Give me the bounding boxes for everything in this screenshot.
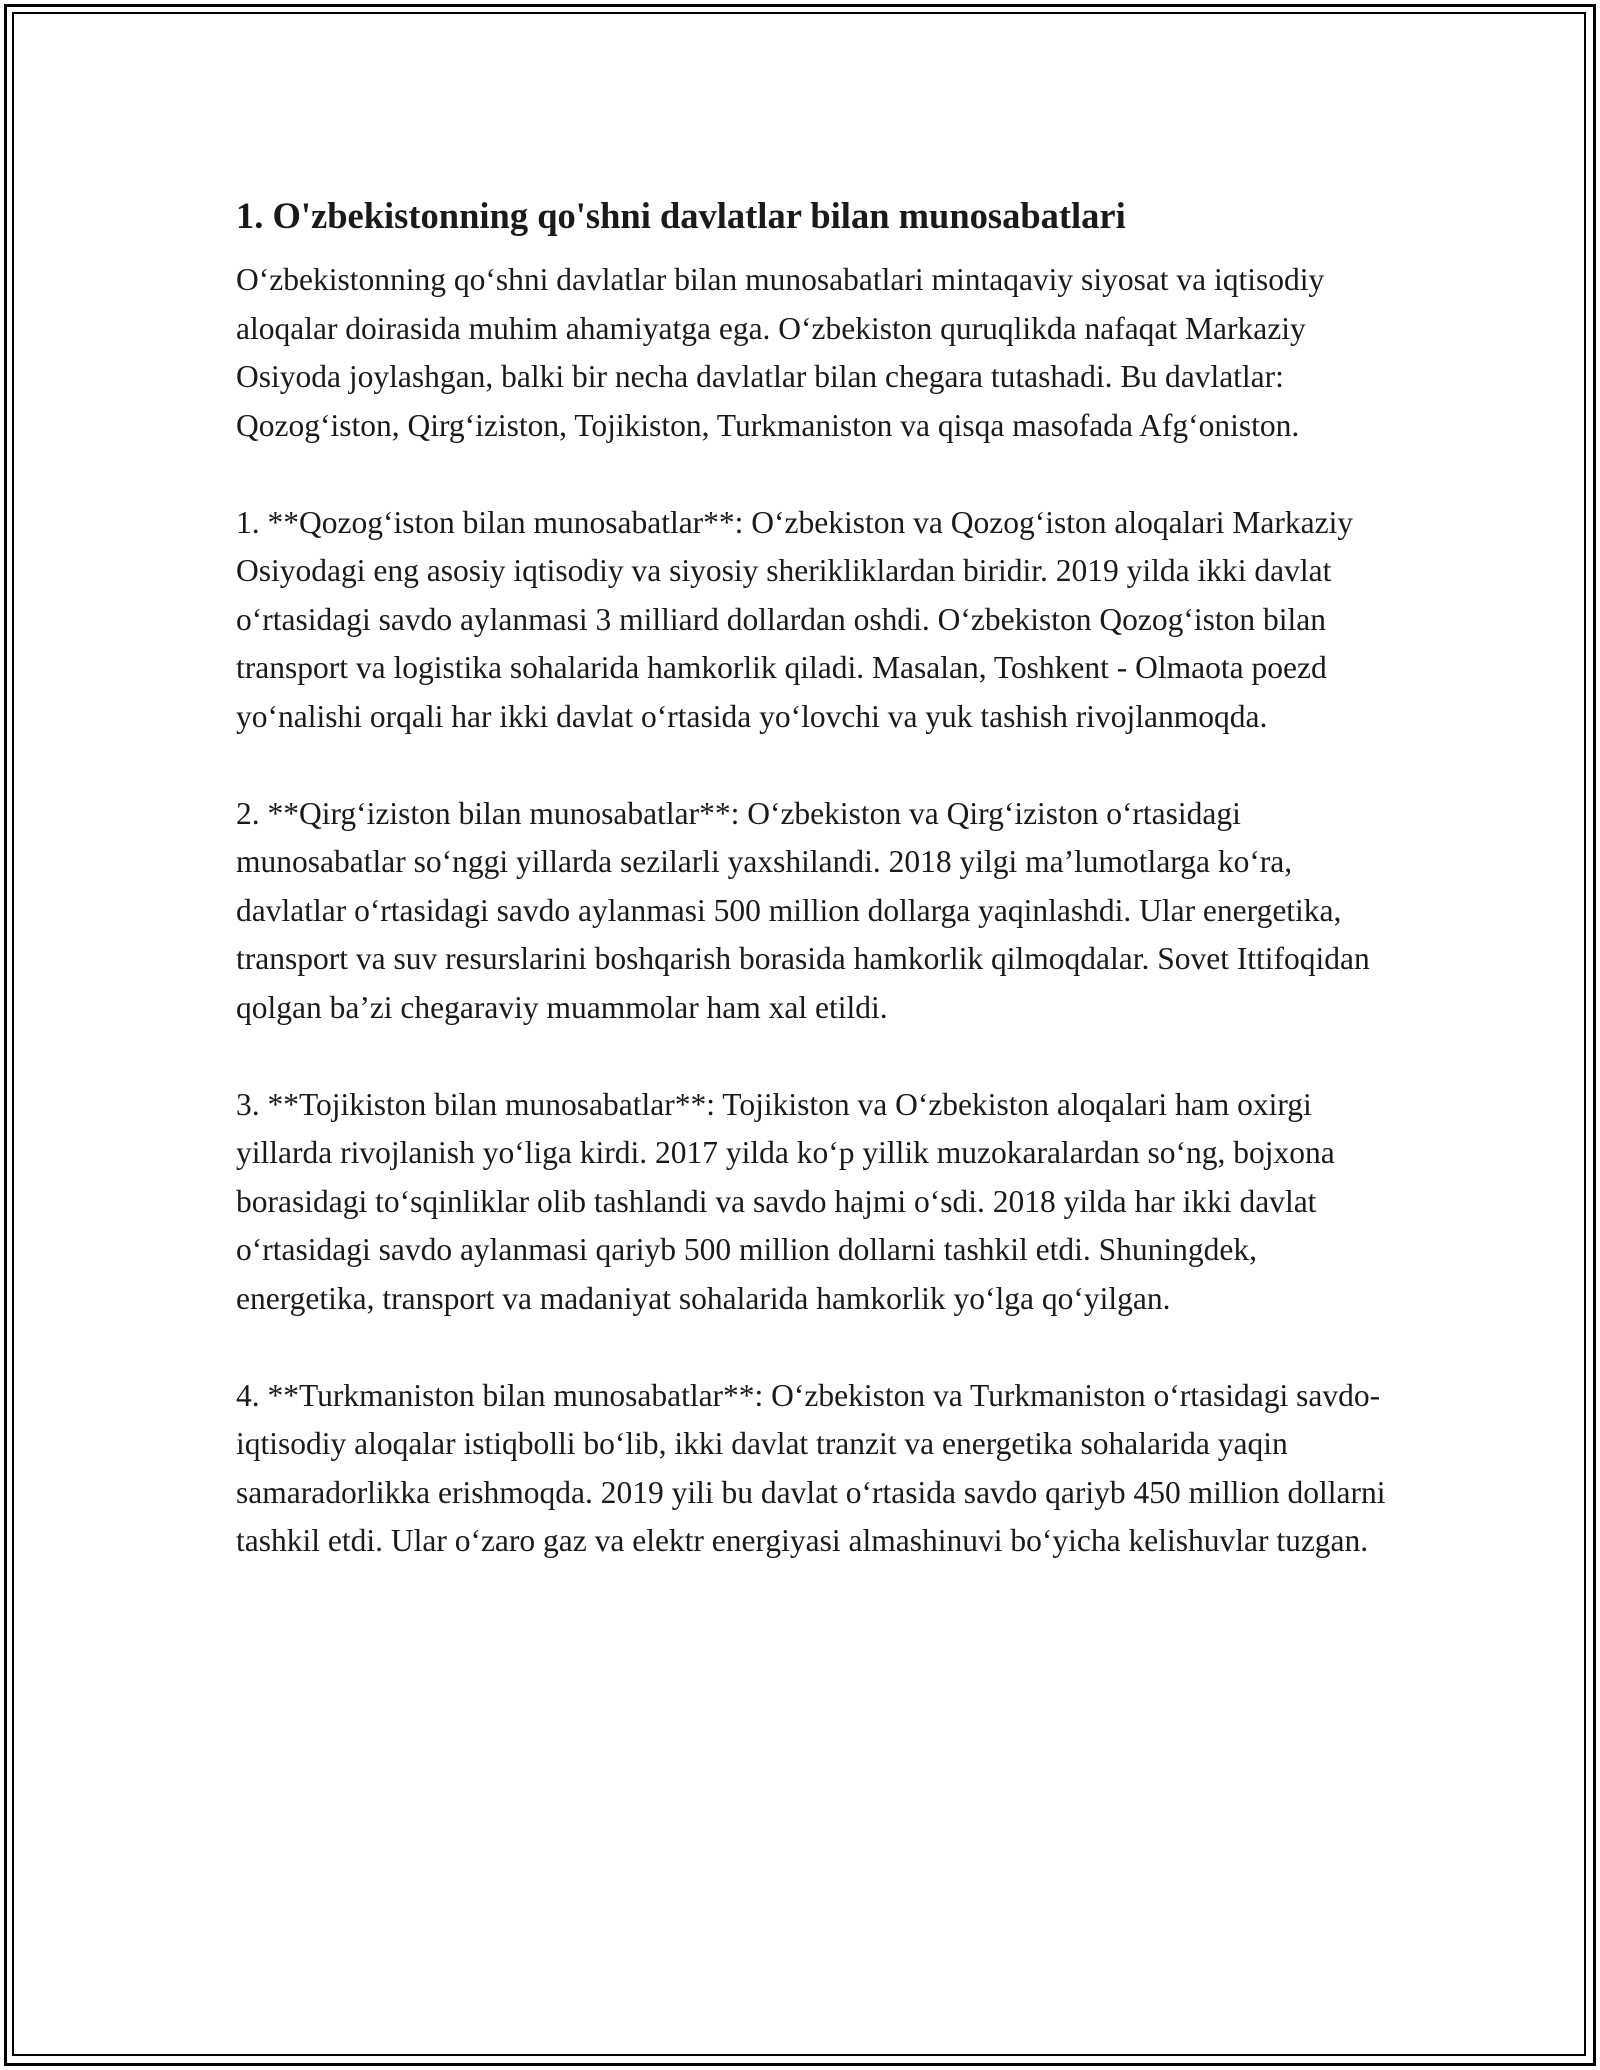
kyrgyzstan-paragraph: 2. **Qirg‘iziston bilan munosabatlar**: O‘zbekiston va Qirg‘iziston o‘rtasidagi munosabatlar so‘nggi yillarda sezilarli yaxshilandi. 2018 yilgi ma’lumotlarga ko‘ra, davlatlar o‘rtasidagi savdo aylanmasi 500 million dollarga yaqinlashdi. Ular energetika, transport va suv resurslarini boshqarish borasida hamkorlik qilmoqdalar. Sovet Ittifoqidan qolgan ba’zi chegaraviy muammolar ham xal etildi. bbox=[236, 795, 1370, 1025]
document-title: 1. O'zbekistonning qo'shni davlatlar bilan munosabatlari bbox=[236, 195, 1126, 236]
document-body bbox=[236, 188, 1386, 1614]
turkmenistan-paragraph: 4. **Turkmaniston bilan munosabatlar**: O‘zbekiston va Turkmaniston o‘rtasidagi savdo-iqtisodiy aloqalar istiqbolli bo‘lib, ikki davlat tranzit va energetika sohalarida yaqin samaradorlikka erishmoqda. 2019 yili bu davlat o‘rtasida savdo qariyb 450 million dollarni tashkil etdi. Ular o‘zaro gaz va elektr energiyasi almashinuvi bo‘yicha kelishuvlar tuzgan. bbox=[236, 1377, 1386, 1558]
intro-paragraph: O‘zbekistonning qo‘shni davlatlar bilan munosabatlari mintaqaviy siyosat va iqtisodiy aloqalar doirasida muhim ahamiyatga ega. O‘zbekiston quruqlikda nafaqat Markaziy Osiyoda joylashgan, balki bir necha davlatlar bilan chegara tutashadi. Bu davlatlar: Qozog‘iston, Qirg‘iziston, Tojikiston, Turkmaniston va qisqa masofada Afg‘oniston. bbox=[236, 262, 1325, 443]
kazakhstan-paragraph: 1. **Qozog‘iston bilan munosabatlar**: O‘zbekiston va Qozog‘iston aloqalari Markaziy Osiyodagi eng asosiy iqtisodiy va siyosiy sherikliklardan biridir. 2019 yilda ikki davlat o‘rtasidagi savdo aylanmasi 3 milliard dollardan oshdi. O‘zbekiston Qozog‘iston bilan transport va logistika sohalarida hamkorlik qiladi. Masalan, Toshkent - Olmaota poezd yo‘nalishi orqali har ikki davlat o‘rtasida yo‘lovchi va yuk tashish rivojlanmoqda. bbox=[236, 504, 1354, 734]
tajikistan-paragraph: 3. **Tojikiston bilan munosabatlar**: Tojikiston va O‘zbekiston aloqalari ham oxirgi yillarda rivojlanish yo‘liga kirdi. 2017 yilda ko‘p yillik muzokaralardan so‘ng, bojxona borasidagi to‘sqinliklar olib tashlandi va savdo hajmi o‘sdi. 2018 yilda har ikki davlat o‘rtasidagi savdo aylanmasi qariyb 500 million dollarni tashkil etdi. Shuningdek, energetika, transport va madaniyat sohalarida hamkorlik yo‘lga qo‘yilgan. bbox=[236, 1086, 1335, 1316]
